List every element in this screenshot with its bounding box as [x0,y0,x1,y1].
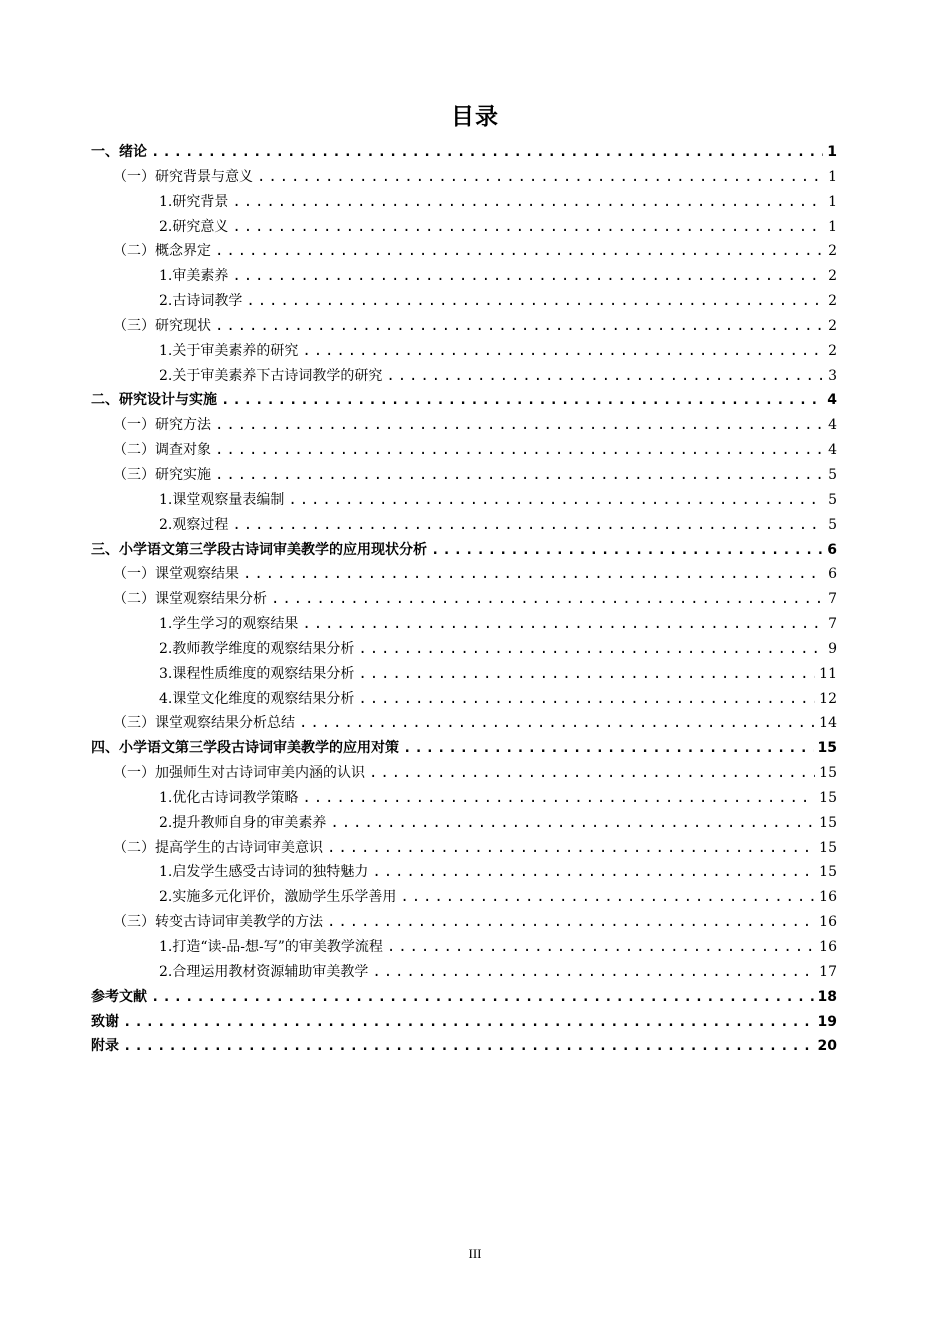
toc-entry-page-number: 7 [828,616,837,633]
toc-entry-page-number: 5 [828,516,837,533]
toc-entry-level-3[interactable] [91,811,837,836]
toc-dot-leader [302,612,823,637]
toc-entry-label: 2.观察过程 [159,516,229,533]
toc-entry-level-1[interactable] [91,538,837,563]
toc-entry-label: 2.教师教学维度的观察结果分析 [159,640,355,657]
toc-entry-page-number: 9 [828,640,837,657]
toc-entry-level-3[interactable] [91,612,837,637]
toc-dot-leader [288,488,823,513]
toc-entry-label: （二）概念界定 [113,243,211,260]
toc-entry-level-3[interactable] [91,190,837,215]
toc-entry-level-3[interactable] [91,289,837,314]
toc-entry-level-3[interactable] [91,264,837,289]
toc-entry-page-number: 3 [828,367,837,384]
toc-entry-label: （三）研究实施 [113,466,211,483]
toc-entry-level-1[interactable] [91,736,837,761]
toc-entry-page-number: 5 [828,491,837,508]
toc-dot-leader [386,364,823,389]
toc-entry-level-3[interactable] [91,786,837,811]
toc-entry-level-3[interactable] [91,215,837,240]
toc-dot-leader [232,513,823,538]
toc-entry-label: 2.关于审美素养下古诗词教学的研究 [159,367,383,384]
toc-entry-level-3[interactable] [91,339,837,364]
toc-entry-level-3[interactable] [91,860,837,885]
toc-entry-label: （三）转变古诗词审美教学的方法 [113,914,323,931]
page-title: 目录 [451,104,499,130]
footer-page-number: III [468,1246,482,1261]
toc-entry-label: （二）提高学生的古诗词审美意识 [113,839,323,856]
toc-dot-leader [400,885,815,910]
toc-entry-level-3[interactable] [91,364,837,389]
toc-entry-page-number: 15 [819,864,837,881]
toc-entry-label: 附录 [91,1038,119,1055]
toc-entry-level-3[interactable] [91,885,837,910]
toc-entry-page-number: 14 [819,715,837,732]
toc-entry-page-number: 5 [828,466,837,483]
toc-dot-leader [232,264,823,289]
toc-entry-label: （一）研究方法 [113,417,211,434]
toc-dot-leader [271,587,823,612]
toc-entry-label: 2.研究意义 [159,218,229,235]
toc-entry-label: （一）加强师生对古诗词审美内涵的认识 [113,765,365,782]
toc-entry-level-2[interactable] [91,711,837,736]
toc-dot-leader [330,811,815,836]
toc-entry-label: 1.课堂观察量表编制 [159,491,285,508]
toc-entry-level-3[interactable] [91,935,837,960]
toc-entry-label: 1.研究背景 [159,193,229,210]
toc-entry-page-number: 15 [819,814,837,831]
toc-entry-label: （一）课堂观察结果 [113,566,239,583]
toc-dot-leader [215,239,823,264]
toc-entry-page-number: 2 [828,268,837,285]
toc-entry-page-number: 1 [827,144,837,160]
toc-entry-page-number: 11 [819,665,837,682]
toc-entry-page-number: 12 [819,690,837,707]
toc-dot-leader [299,711,815,736]
toc-entry-label: 四、小学语文第三学段古诗词审美教学的应用对策 [91,740,399,757]
toc-entry-page-number: 15 [819,789,837,806]
toc-entry-page-number: 20 [817,1038,837,1055]
toc-dot-leader [369,761,815,786]
toc-dot-leader [302,339,823,364]
toc-entry-page-number: 16 [819,939,837,955]
toc-dot-leader [257,165,823,190]
toc-entry-page-number: 15 [819,839,837,856]
toc-entry-level-1[interactable] [91,985,837,1010]
toc-entry-page-number: 15 [819,765,837,782]
toc-entry-label: 2.合理运用教材资源辅助审美教学 [159,963,369,980]
toc-entry-label: 1.审美素养 [159,268,229,285]
toc-dot-leader [243,562,823,587]
toc-entry-level-3[interactable] [91,662,837,687]
toc-entry-label: 致谢 [91,1013,119,1030]
toc-entry-level-3[interactable] [91,513,837,538]
toc-entry-label: （三）课堂观察结果分析总结 [113,715,295,732]
toc-dot-leader [232,215,823,240]
toc-entry-level-3[interactable] [91,637,837,662]
toc-entry-page-number: 1 [828,218,837,235]
toc-entry-level-2[interactable] [91,836,837,861]
toc-entry-level-2[interactable] [91,910,837,935]
toc-dot-leader [431,538,823,563]
toc-entry-page-number: 16 [819,889,837,906]
toc-entry-level-3[interactable] [91,488,837,513]
toc-entry-page-number: 17 [819,963,837,980]
toc-entry-level-3[interactable] [91,960,837,985]
toc-entry-page-number: 1 [828,193,837,210]
toc-entry-level-2[interactable] [91,413,837,438]
toc-entry-page-number: 6 [827,541,837,558]
toc-entry-label: 1.学生学习的观察结果 [159,616,299,633]
toc-entry-page-number: 2 [828,293,837,310]
toc-entry-level-2[interactable] [91,562,837,587]
toc-entry-level-1[interactable] [91,1034,837,1059]
toc-dot-leader [151,140,823,165]
toc-entry-label: 三、小学语文第三学段古诗词审美教学的应用现状分析 [91,541,427,558]
toc-entry-level-1[interactable] [91,388,837,413]
toc-entry-page-number: 4 [828,417,837,434]
toc-dot-leader [358,687,815,712]
toc-entry-level-2[interactable] [91,438,837,463]
toc-entry-page-number: 2 [828,243,837,260]
toc-entry-label: 参考文献 [91,988,147,1005]
toc-dot-leader [123,1010,814,1035]
toc-dot-leader [215,413,823,438]
toc-dot-leader [215,463,823,488]
toc-entry-page-number: 4 [828,442,837,459]
toc-entry-label: 一、绪论 [91,144,147,160]
toc-entry-page-number: 2 [828,342,837,359]
toc-entry-label: （一）研究背景与意义 [113,168,253,185]
toc-entry-label: （二）调查对象 [113,442,211,459]
toc-dot-leader [387,935,815,960]
toc-dot-leader [372,860,815,885]
toc-entry-label: 1.启发学生感受古诗词的独特魅力 [159,864,369,881]
toc-dot-leader [232,190,823,215]
toc-entry-level-1[interactable] [91,1010,837,1035]
toc-dot-leader [215,438,823,463]
toc-entry-page-number: 4 [827,392,837,409]
toc-dot-leader [215,314,823,339]
toc-dot-leader [358,662,815,687]
toc-entry-page-number: 16 [819,914,837,931]
toc-entry-page-number: 6 [828,566,837,583]
toc-entry-label: 3.课程性质维度的观察结果分析 [159,665,355,682]
toc-entry-level-3[interactable] [91,687,837,712]
toc-entry-label: 2.古诗词教学 [159,293,243,310]
toc-entry-page-number: 18 [817,988,837,1005]
toc-dot-leader [302,786,815,811]
table-of-contents [91,140,837,1059]
toc-dot-leader [358,637,823,662]
toc-entry-label: 1.优化古诗词教学策略 [159,789,299,806]
toc-entry-page-number: 19 [817,1013,837,1030]
toc-dot-leader [221,388,823,413]
toc-dot-leader [246,289,823,314]
toc-entry-label: 二、研究设计与实施 [91,392,217,409]
toc-entry-level-1[interactable] [91,140,837,165]
toc-entry-label: 1.打造“读-品-想-写”的审美教学流程 [159,939,383,955]
toc-dot-leader [327,836,815,861]
toc-dot-leader [327,910,815,935]
toc-entry-level-2[interactable] [91,314,837,339]
toc-dot-leader [123,1034,814,1059]
toc-entry-level-2[interactable] [91,587,837,612]
toc-entry-page-number: 1 [828,168,837,185]
toc-entry-level-2[interactable] [91,165,837,190]
toc-entry-page-number: 7 [828,591,837,608]
toc-entry-level-2[interactable] [91,761,837,786]
toc-entry-page-number: 2 [828,317,837,334]
toc-entry-label: 4.课堂文化维度的观察结果分析 [159,690,355,707]
toc-entry-label: （三）研究现状 [113,317,211,334]
toc-entry-label: 2.提升教师自身的审美素养 [159,814,327,831]
toc-entry-level-2[interactable] [91,239,837,264]
toc-dot-leader [403,736,814,761]
toc-entry-label: 1.关于审美素养的研究 [159,342,299,359]
toc-entry-label: 2.实施多元化评价，激励学生乐学善用 [159,889,397,906]
toc-entry-label: （二）课堂观察结果分析 [113,591,267,608]
toc-dot-leader [372,960,815,985]
toc-entry-page-number: 15 [817,740,837,757]
toc-entry-level-2[interactable] [91,463,837,488]
toc-dot-leader [151,985,814,1010]
